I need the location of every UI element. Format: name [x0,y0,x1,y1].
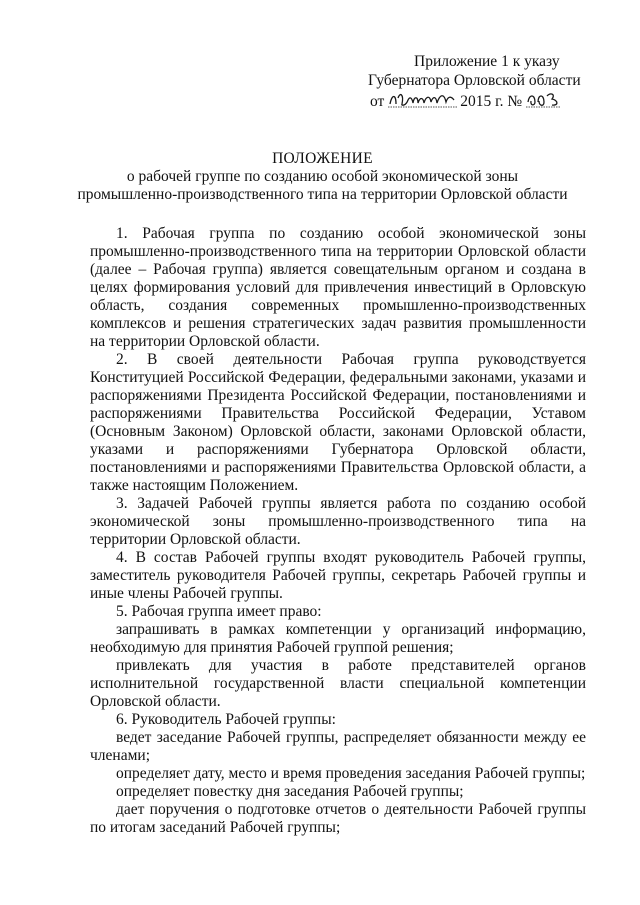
paragraph-6: 6. Руководитель Рабочей группы: [116,711,336,728]
paragraph-4: 4. В состав Рабочей группы входят руководитель Рабочей группы, заместитель руководителя Рабочей группы, секретарь Рабочей группы и иные члены Рабочей группы. [90,549,586,602]
paragraph-6-item-3: определяет повестку дня заседания Рабочей группы; [116,783,464,800]
paragraph-5-item-2: привлекать для участия в работе представителей органов исполнительной государственной власти специальной компетенции Орловской области. [90,657,586,710]
document-body [90,225,586,837]
paragraph-1: 1. Рабочая группа по созданию особой экономической зоны промышленно-производственного типа на территории Орловской области (далее – Рабочая группа) является совещательным органом и создана в целях формирования условий для привлечения инвестиций в Орловскую область, создания современных промышленно-производственных комплексов и решения стратегических задач развития промышленности на территории Орловской области. [90,225,586,350]
paragraph-6-item-2: определяет дату, место и время проведения заседания Рабочей группы; [116,765,586,782]
paragraph-5-item-1: запрашивать в рамках компетенции у организаций информацию, необходимую для принятия Рабочей группой решения; [90,621,586,656]
title-subtitle-1: о рабочей группе по созданию особой экономической зоны [126,168,519,185]
appendix-line-1: Приложение 1 к указу [414,53,560,70]
appendix-line-2: Губернатора Орловской области [368,72,581,89]
appendix-line-3 [368,90,608,111]
title-subtitle-2: промышленно-производственного типа на территории Орловской области [77,186,568,203]
appendix-header [368,52,608,111]
document-title [60,150,585,204]
date-year: 2015 г. № [460,93,523,110]
handwritten-number-signature [526,90,562,108]
paragraph-6-item-4: дает поручения о подготовке отчетов о деятельности Рабочей группы по итогам заседаний Рабочей группы; [90,801,586,836]
handwritten-date-signature [388,90,460,108]
title-main: ПОЛОЖЕНИЕ [272,150,373,167]
paragraph-5: 5. Рабочая группа имеет право: [116,603,322,620]
paragraph-2: 2. В своей деятельности Рабочая группа руководствуется Конституцией Российской Федерации, федеральными законами, указами и распоряжениями Президента Российской Федерации, постановлениями и распоряжениями Правительства Российской Федерации, Уставом (Основным Законом) Орловской области, законами Орловской области, указами и распоряжениями Губернатора Орловской области, постановлениями и распоряжениями Правительства Орловской области, а также настоящим Положением. [90,351,586,494]
date-prefix: от [370,93,385,110]
paragraph-3: 3. Задачей Рабочей группы является работа по созданию особой экономической зоны промышленно-производственного типа на территории Орловской области. [90,495,586,548]
paragraph-6-item-1: ведет заседание Рабочей группы, распределяет обязанности между ее членами; [90,729,586,764]
